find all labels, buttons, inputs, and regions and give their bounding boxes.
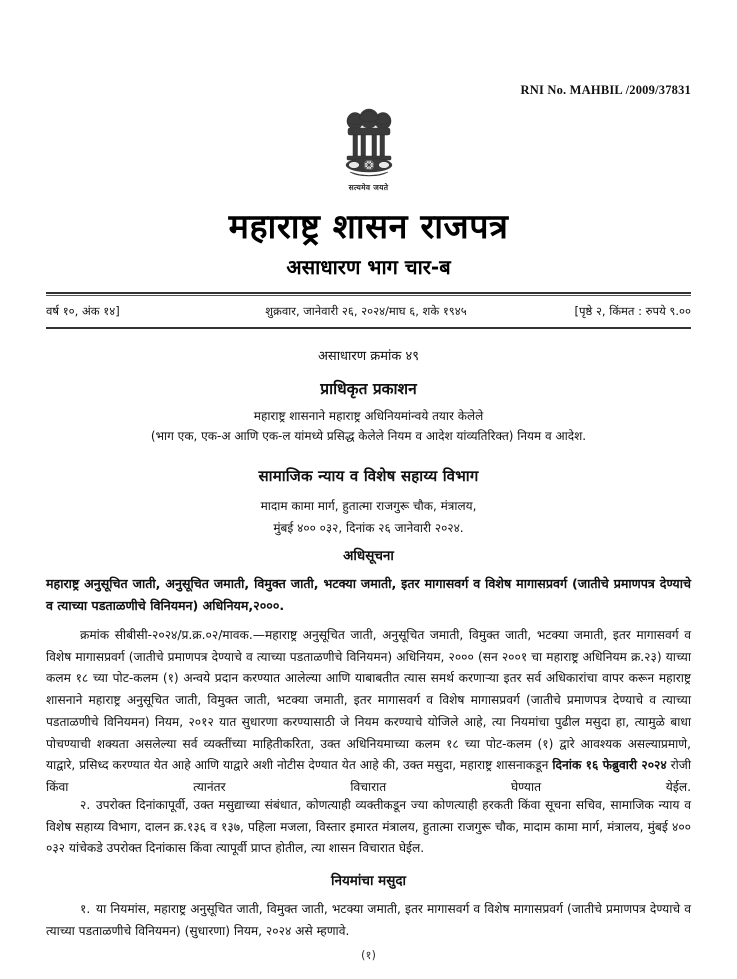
- paragraph-one-number: १.: [80, 902, 91, 916]
- prepared-line-2: (भाग एक, एक-अ आणि एक-ल यांमध्ये प्रसिद्ध केलेले नियम व आदेश यांव्यतिरिक्त) नियम व आदेश.: [150, 429, 587, 443]
- masthead-price: [पृष्ठे २, किंमत : रुपये ९.००: [574, 304, 691, 318]
- draft-rules-heading: नियमांचा मसुदा: [330, 873, 407, 889]
- act-title: महाराष्ट्र अनुसूचित जाती, अनुसूचित जमाती, विमुक्त जाती, भटक्या जमाती, इतर मागासवर्ग व विशेष मागासप्रवर्ग (जातीचे प्रमाणपत्र देण्याचे व त्याच्या पडताळणीचे विनियमन) अधिनियम,२०००.: [46, 576, 691, 613]
- emblem-block: [0, 108, 737, 193]
- paragraph-one: [46, 899, 691, 942]
- notification-heading: अधिसूचना: [343, 548, 394, 564]
- extraordinary-number: असाधारण क्रमांक ४९: [317, 349, 420, 364]
- prepared-line-1: महाराष्ट्र शासनाने महाराष्ट्र अधिनियमांन्वये तयार केलेले: [253, 409, 484, 423]
- paragraph-two-text: उपरोक्त दिनांकापूर्वी, उक्त मसुद्याच्या संबंधात, कोणत्याही व्यक्तीकडून ज्या कोणत्याही हरकती किंवा सूचना सचिव, सामाजिक न्याय व विशेष सहाय्य विभाग, दालन क्र.१३६ व १३७, पहिला मजला, विस्तार इमारत मंत्रालय, हुतात्मा राजगुरू चौक, मादाम कामा मार्ग, मंत्रालय, मुंबई ४०० ०३२ यांचेकडे उपरोक्त दिनांकास किंवा त्यापूर्वी प्राप्त होतील, त्या शासन विचारात घेईल.: [46, 798, 691, 856]
- department-address-line-2: मुंबई ४०० ०३२, दिनांक २६ जानेवारी २०२४.: [273, 521, 464, 535]
- masthead-volume: वर्ष १०, अंक १४]: [46, 304, 120, 318]
- paragraph-two-number: २.: [80, 798, 91, 812]
- page-subtitle: असाधारण भाग चार-ब: [286, 255, 451, 279]
- department-name: सामाजिक न्याय व विशेष सहाय्य विभाग: [258, 467, 479, 485]
- paragraph-one-text: या नियमांस, महाराष्ट्र अनुसूचित जाती, विमुक्त जाती, भटक्या जमाती, इतर मागासवर्ग व विशेष मागासप्रवर्ग (जातीचे प्रमाणपत्र देण्याचे व त्याच्या पडताळणीचे विनियमन) (सुधारणा) नियम, २०२४ असे म्हणावे.: [46, 902, 691, 938]
- paragraph-two: [46, 795, 691, 860]
- ashoka-emblem-icon: [338, 108, 400, 180]
- rni-number: RNI No. MAHBIL /2009/37831: [520, 83, 691, 97]
- masthead-rule-top: [46, 292, 691, 296]
- masthead-rule-bottom: [46, 325, 691, 329]
- emblem-caption: सत्यमेव जयते: [348, 183, 389, 192]
- department-address-line-1: मादाम कामा मार्ग, हुतात्मा राजगुरू चौक, मंत्रालय,: [260, 499, 477, 513]
- main-paragraph-part1: क्रमांक सीबीसी-२०२४/प्र.क्र.०२/मावक.—महाराष्ट्र अनुसूचित जाती, अनुसूचित जमाती, विमुक्त जाती, भटक्या जमाती, इतर मागासवर्ग व विशेष मागासप्रवर्ग (जातीचे प्रमाणपत्र देण्याचे व त्याच्या पडताळणीचे विनियमन) अधिनियम, २००० (सन २००१ चा महाराष्ट्र अधिनियम क्र.२३) याच्या कलम १८ च्या पोट-कलम (१) अन्वये प्रदान करण्यात आलेल्या आणि याबाबतीत त्यास समर्थ करणाऱ्या इतर सर्व अधिकारांचा वापर करून महाराष्ट्र शासनाने महाराष्ट्र अनुसूचित जाती, विमुक्त जाती, भटक्या जमाती, इतर मागासवर्ग व विशेष मागासप्रवर्ग (जातीचे प्रमाणपत्र देण्याचे व त्याच्या पडताळणीचे विनियमन) नियम, २०१२ यात सुधारणा करण्यासाठी जे नियम करण्याचे योजिले आहे, त्या नियमांचा पुढील मसुदा हा, त्यामुळे बाधा पोचण्याची शक्यता असलेल्या सर्व व्यक्तींच्या माहितीकरिता, उक्त अधिनियमाच्या कलम १८ च्या पोट-कलम (१) द्वारे आवश्यक असल्याप्रमाणे, याद्वारे, प्रसिध्द करण्यात येत आहे आणि याद्वारे अशी नोटीस देण्यात येत आहे की, उक्त मसुदा, महाराष्ट्र शासनाकडून: [46, 628, 691, 773]
- masthead-date: शुक्रवार, जानेवारी २६, २०२४/माघ ६, शके १९४५: [265, 304, 467, 318]
- authorized-publication-heading: प्राधिकृत प्रकाशन: [320, 380, 417, 398]
- masthead: [46, 304, 691, 319]
- effective-date: दिनांक १६ फेब्रुवारी २०२४: [552, 758, 667, 773]
- main-paragraph-part2: रोजी किंवा त्यानंतर विचारात घेण्यात येईल.: [46, 758, 692, 795]
- page-title: महाराष्ट्र शासन राजपत्र: [228, 207, 509, 247]
- main-paragraph: [46, 625, 691, 799]
- page-number: (१): [361, 948, 376, 962]
